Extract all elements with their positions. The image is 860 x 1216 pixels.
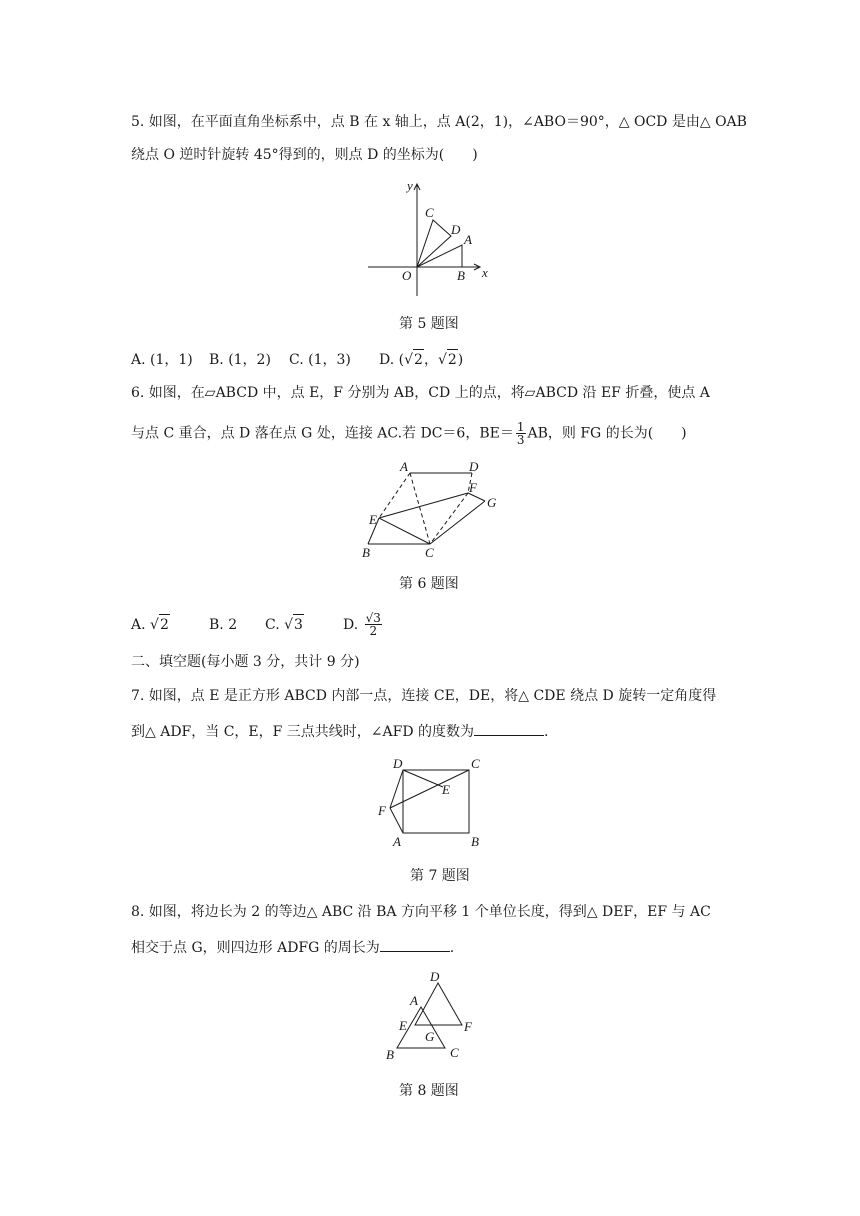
- q8-label-f: F: [464, 1019, 472, 1034]
- q7-label-d: D: [393, 756, 403, 771]
- q5-label-y: y: [407, 178, 413, 193]
- q7-label-c: C: [471, 756, 480, 771]
- q6-label-g: G: [487, 495, 497, 510]
- q5-options: [131, 349, 463, 370]
- q7-label-f: F: [378, 803, 386, 818]
- q8-label-a: A: [410, 993, 418, 1008]
- q8-figure: [380, 966, 485, 1066]
- q5-label-d: D: [451, 222, 461, 237]
- q6-caption: 第 6 题图: [399, 576, 459, 592]
- q6-figure: [355, 458, 505, 566]
- q8-line-1: 8. 如图，将边长为 2 的等边△ ABC 沿 BA 方向平移 1 个单位长度，得到△ DEF，EF 与 AC: [131, 904, 711, 920]
- q7-line-1: 7. 如图，点 E 是正方形 ABCD 内部一点，连接 CE，DE，将△ CDE 绕点 D 旋转一定角度得: [131, 688, 717, 704]
- q7-figure: [372, 752, 492, 854]
- q6-option-c: C. √3: [265, 614, 343, 635]
- q6-line-1: 6. 如图，在▱ABCD 中，点 E，F 分别为 AB，CD 上的点，将▱ABCD 沿 EF 折叠，使点 A: [131, 385, 710, 401]
- q7-answer-blank[interactable]: [474, 721, 544, 736]
- q5-caption: 第 5 题图: [399, 316, 459, 332]
- q5-option-d: D. (√2，√2): [379, 349, 463, 370]
- q6-label-a: A: [400, 459, 408, 474]
- q6-option-a: A. √2: [131, 614, 209, 635]
- q5-option-b: B. (1，2): [209, 352, 271, 368]
- q6-option-d: D. $\frac{√3}{2}$: [343, 611, 381, 638]
- q5-option-c: C. (1，3): [289, 352, 351, 368]
- q8-label-b: B: [386, 1047, 394, 1062]
- q6-label-d: D: [469, 459, 479, 474]
- q6-fraction: $\frac{1}{3}$: [516, 420, 525, 447]
- q8-label-c: C: [450, 1045, 459, 1060]
- q5-label-b: B: [457, 268, 465, 283]
- q5-option-a: A. (1，1): [131, 352, 193, 368]
- q5-figure: [365, 176, 495, 300]
- q7-caption: 第 7 题图: [410, 868, 470, 884]
- q5-line-2: 绕点 O 逆时针旋转 45°得到的，则点 D 的坐标为( ): [131, 147, 478, 163]
- q8-label-d: D: [430, 969, 440, 984]
- q5-label-o: O: [402, 268, 412, 283]
- section-heading: 二、填空题(每小题 3 分，共计 9 分): [131, 654, 360, 670]
- q6-option-b: B. 2: [209, 616, 238, 633]
- q6-line-2: 与点 C 重合，点 D 落在点 G 处，连接 AC.若 DC＝6，BE＝ $\frac{1}{3}$ AB，则 FG 的长为( ): [131, 420, 687, 447]
- q8-caption: 第 8 题图: [399, 1083, 459, 1099]
- q5-label-c: C: [425, 205, 434, 220]
- q8-label-e: E: [399, 1018, 407, 1033]
- q6-label-e: E: [369, 512, 377, 527]
- q5-label-a: A: [464, 232, 472, 247]
- q8-line-2: 相交于点 G，则四边形 ADFG 的周长为 .: [131, 937, 454, 958]
- q6-label-c: C: [425, 545, 434, 560]
- q7-line-2: 到△ ADF，当 C，E，F 三点共线时，∠AFD 的度数为 .: [131, 721, 549, 742]
- q7-label-a: A: [393, 834, 401, 849]
- q7-label-b: B: [471, 834, 479, 849]
- q6-label-b: B: [362, 545, 370, 560]
- q5-line-1: 5. 如图，在平面直角坐标系中，点 B 在 x 轴上，点 A(2，1)，∠ABO＝90°，△ OCD 是由△ OAB: [131, 114, 747, 130]
- q8-answer-blank[interactable]: [380, 937, 450, 952]
- q8-label-g: G: [425, 1029, 435, 1044]
- q6-label-f: F: [469, 480, 477, 495]
- q6-options: [131, 612, 384, 637]
- q5-label-x: x: [482, 265, 488, 280]
- q7-label-e: E: [442, 782, 450, 797]
